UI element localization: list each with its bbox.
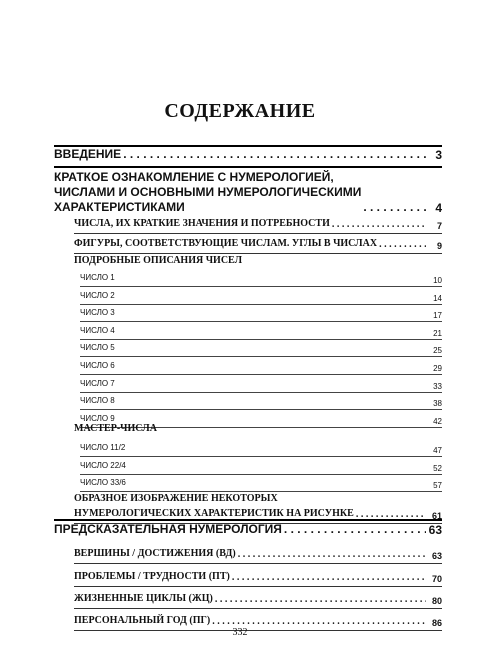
- toc-entry-label: ПРОБЛЕМЫ / ТРУДНОСТИ (ПТ): [74, 571, 230, 582]
- toc-page-number: 42: [433, 416, 442, 426]
- toc-entry-master-number[interactable]: [80, 440, 442, 457]
- toc-entry-number[interactable]: [80, 288, 442, 305]
- toc-page-number: 7: [436, 221, 442, 231]
- toc-page-number: 3: [435, 148, 442, 162]
- toc-entry-intro[interactable]: [54, 147, 442, 162]
- toc-page-number: 21: [433, 328, 442, 338]
- toc-page-number: 25: [433, 346, 442, 356]
- page-title: СОДЕРЖАНИЕ: [164, 100, 316, 122]
- toc-page-number: 86: [431, 618, 442, 628]
- toc-entry-peaks[interactable]: [74, 546, 442, 564]
- toc-entry-label: ПРЕДСКАЗАТЕЛЬНАЯ НУМЕРОЛОГИЯ: [54, 522, 282, 536]
- toc-entry-number[interactable]: [80, 393, 442, 410]
- toc-page-number: 9: [436, 241, 442, 251]
- toc-entry-label: ЧИСЛО 3: [80, 308, 115, 318]
- toc-entry-number[interactable]: [80, 305, 442, 322]
- toc-entry-label: ЧИСЛО 8: [80, 396, 115, 406]
- toc-page-number: 33: [433, 381, 442, 391]
- toc-page-number: 80: [431, 596, 442, 606]
- toc-entry-master-number[interactable]: [80, 458, 442, 475]
- toc-page-number: 47: [433, 446, 442, 455]
- toc-entry-label: ПЕРСОНАЛЬНЫЙ ГОД (ПГ): [74, 615, 211, 626]
- toc-page-number: 29: [433, 364, 442, 373]
- toc-page-number: 70: [431, 574, 442, 584]
- leader-dots: [284, 524, 426, 534]
- toc-entry-label: ЧИСЛО 6: [80, 361, 115, 370]
- toc-entry-number[interactable]: [80, 376, 442, 393]
- toc-entry-brief[interactable]: [54, 170, 442, 215]
- toc-page-number: 57: [433, 481, 442, 490]
- toc-entry-label: ЧИСЛА, ИХ КРАТКИЕ ЗНАЧЕНИЯ И ПОТРЕБНОСТИ: [74, 218, 330, 229]
- subsection-header-master: МАСТЕР-ЧИСЛА: [74, 423, 157, 434]
- toc-entry-label: ЧИСЛО 22/4: [80, 460, 126, 470]
- toc-page-number: 63: [431, 551, 442, 561]
- section-rule: [54, 166, 442, 168]
- leader-dots: [215, 593, 426, 603]
- toc-entry-label: ЧИСЛО 7: [80, 378, 115, 388]
- leader-dots: [332, 218, 426, 228]
- toc-entry-label: ВВЕДЕНИЕ: [54, 147, 122, 161]
- toc-entry-label: ЖИЗНЕННЫЕ ЦИКЛЫ (ЖЦ): [74, 593, 213, 604]
- toc-entry-number[interactable]: [80, 340, 442, 357]
- toc-page-number: 63: [428, 523, 442, 537]
- toc-entry-label: ЧИСЛО 2: [80, 290, 115, 300]
- section-rule: [54, 519, 442, 521]
- toc-entry-label: ЧИСЛО 33/6: [80, 478, 126, 487]
- toc-entry-cycles[interactable]: [74, 591, 442, 609]
- toc-page-number: 52: [433, 463, 442, 473]
- toc-page-number: 10: [433, 276, 442, 285]
- toc-entry-label: ЧИСЛО 1: [80, 273, 115, 282]
- toc-entry-problems[interactable]: [74, 569, 442, 587]
- toc-entry-figures[interactable]: [74, 236, 442, 254]
- toc-entry-master-number[interactable]: [80, 475, 442, 492]
- toc-entry-label: КРАТКОЕ ОЗНАКОМЛЕНИЕ С НУМЕРОЛОГИЕЙ, ЧИСЛАМИ И ОСНОВНЫМИ НУМЕРОЛОГИЧЕСКИМИ ХАРАКТЕРИСТИКАМИ: [54, 170, 362, 214]
- toc-entry-number[interactable]: [80, 323, 442, 340]
- toc-entry-label: ВЕРШИНЫ / ДОСТИЖЕНИЯ (ВД): [74, 548, 236, 559]
- page-number: 332: [232, 627, 248, 638]
- toc-entry-label: ЧИСЛО 4: [80, 325, 115, 335]
- toc-entry-label: ЧИСЛО 5: [80, 343, 115, 353]
- toc-entry-label: ФИГУРЫ, СООТВЕТСТВУЮЩИЕ ЧИСЛАМ. УГЛЫ В ЧИСЛАХ: [74, 238, 378, 249]
- toc-page-number: 17: [433, 311, 442, 321]
- toc-entry-predictive[interactable]: [54, 522, 442, 537]
- toc-entry-meanings[interactable]: [74, 216, 442, 234]
- toc-entry-number[interactable]: [80, 270, 442, 287]
- subsection-header-detailed: ПОДРОБНЫЕ ОПИСАНИЯ ЧИСЕЛ: [74, 255, 243, 266]
- leader-dots: [232, 571, 426, 581]
- toc-page-number: 14: [433, 293, 442, 303]
- toc-entry-label: ОБРАЗНОЕ ИЗОБРАЖЕНИЕ НЕКОТОРЫХ НУМЕРОЛОГИЧЕСКИХ ХАРАКТЕРИСТИК НА РИСУНКЕ: [74, 493, 354, 519]
- toc-entry-number[interactable]: [80, 358, 442, 375]
- leader-dots: [123, 149, 426, 159]
- leader-dots: [238, 548, 426, 558]
- leader-dots: [356, 508, 426, 518]
- toc-entry-label: ЧИСЛО 11/2: [80, 443, 126, 452]
- leader-dots: [212, 615, 426, 625]
- leader-dots: [363, 202, 426, 212]
- leader-dots: [379, 238, 426, 248]
- toc-page-number: 38: [433, 399, 442, 409]
- toc-page-number: 61: [431, 511, 442, 521]
- toc-entry-label: ЧИСЛО 9: [80, 413, 115, 423]
- toc-page-number: 4: [435, 201, 442, 215]
